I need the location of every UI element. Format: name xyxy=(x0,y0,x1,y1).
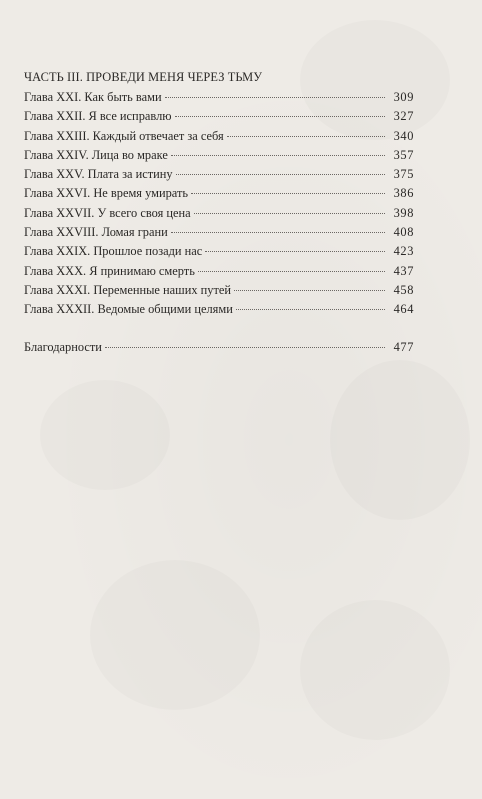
toc-entry-label: Глава XXIII. Каждый отвечает за себя xyxy=(24,128,224,143)
part-title: ЧАСТЬ III. ПРОВЕДИ МЕНЯ ЧЕРЕЗ ТЬМУ xyxy=(24,70,263,84)
toc-entry-label: Глава XXVIII. Ломая грани xyxy=(24,225,168,240)
toc-entry-page: 458 xyxy=(393,282,414,297)
toc-entry xyxy=(24,264,414,283)
show-through-shape xyxy=(330,360,470,520)
dot-leader xyxy=(165,97,385,98)
toc-entry-label: Глава XXI. Как быть вами xyxy=(24,90,162,104)
show-through-shape xyxy=(90,560,260,710)
toc-entry xyxy=(24,129,414,148)
toc-entry-page: 309 xyxy=(393,90,414,104)
dot-leader xyxy=(176,174,385,175)
toc-entry-label: Глава XXIX. Прошлое позади нас xyxy=(24,244,203,259)
toc-entry xyxy=(24,167,414,186)
dot-leader xyxy=(171,232,385,233)
toc-entry-label: Глава XXXII. Ведомые общими целями xyxy=(24,302,233,317)
toc-entry-page: 386 xyxy=(393,186,414,201)
toc-entry xyxy=(24,206,414,225)
dot-leader xyxy=(234,290,385,291)
dot-leader xyxy=(205,251,385,252)
toc-entry-page: 437 xyxy=(393,263,414,278)
toc-entry-acknowledgements xyxy=(24,340,414,359)
show-through-shape xyxy=(40,380,170,490)
toc-entry xyxy=(24,90,414,109)
toc-entry-label: Глава XXXI. Переменные наших путей xyxy=(24,282,231,297)
dot-leader xyxy=(194,213,385,214)
table-of-contents xyxy=(24,90,414,322)
toc-entry-label: Глава XXII. Я все исправлю xyxy=(24,109,172,124)
acknowledgements-section xyxy=(24,340,414,359)
toc-entry xyxy=(24,244,414,263)
toc-entry-page: 398 xyxy=(393,205,414,220)
toc-entry-label: Глава XXV. Плата за истину xyxy=(24,167,173,182)
toc-entry-page: 357 xyxy=(393,147,414,162)
toc-entry xyxy=(24,283,414,302)
toc-entry-label: Глава XXVII. У всего своя цена xyxy=(24,205,191,220)
toc-entry xyxy=(24,109,414,128)
dot-leader xyxy=(236,309,385,310)
toc-entry-label: Глава XXX. Я принимаю смерть xyxy=(24,263,195,278)
show-through-shape xyxy=(300,600,450,740)
toc-entry xyxy=(24,186,414,205)
dot-leader xyxy=(175,116,385,117)
toc-entry-label: Глава XXIV. Лица во мраке xyxy=(24,147,168,162)
toc-entry xyxy=(24,225,414,244)
dot-leader xyxy=(171,155,385,156)
toc-entry-label: Благодарности xyxy=(24,340,102,354)
toc-entry-page: 375 xyxy=(393,167,414,182)
toc-entry-page: 423 xyxy=(393,244,414,259)
toc-entry-page: 327 xyxy=(393,109,414,124)
toc-entry xyxy=(24,302,414,321)
dot-leader xyxy=(105,347,385,348)
dot-leader xyxy=(191,193,385,194)
dot-leader xyxy=(227,136,385,137)
dot-leader xyxy=(198,271,385,272)
toc-entry-label: Глава XXVI. Не время умирать xyxy=(24,186,189,201)
toc-entry-page: 464 xyxy=(393,302,414,317)
toc-entry-page: 408 xyxy=(393,225,414,240)
toc-entry xyxy=(24,148,414,167)
toc-entry-page: 340 xyxy=(393,128,414,143)
toc-entry-page: 477 xyxy=(393,340,414,354)
